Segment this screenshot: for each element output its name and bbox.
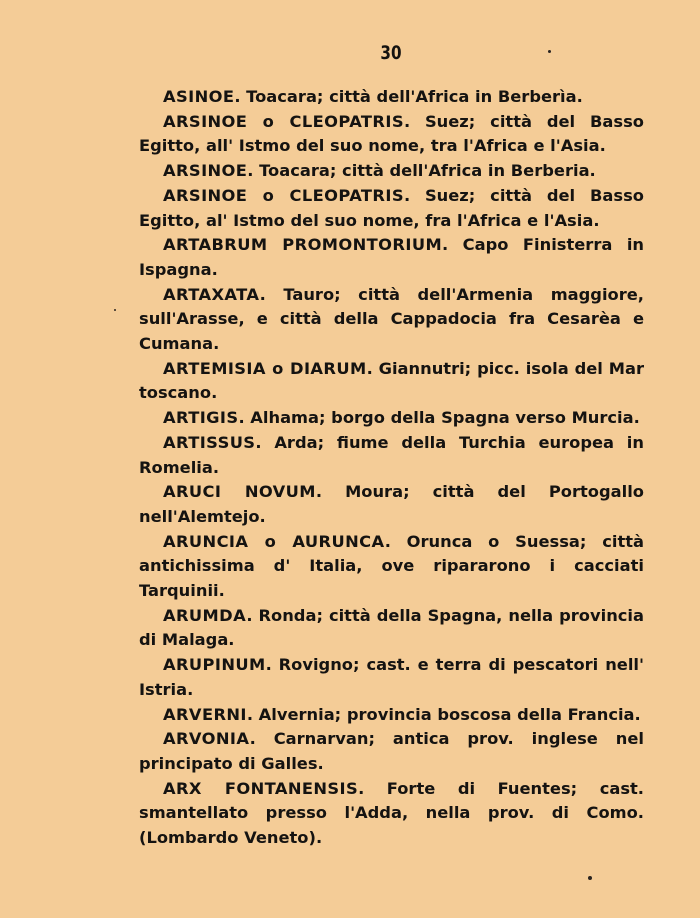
entry — [139, 777, 644, 851]
print-speck — [548, 50, 551, 53]
entry — [139, 159, 644, 184]
entry — [139, 85, 644, 110]
entry — [139, 233, 644, 282]
entry — [139, 727, 644, 776]
print-speck — [588, 876, 592, 880]
entry-headword: ARTAXATA. — [163, 284, 267, 304]
entry-headword: ARUNCIA o AURUNCA. — [163, 531, 392, 551]
entry-headword: ARUMDA. — [163, 605, 253, 625]
dictionary-entries — [139, 85, 644, 851]
page-number: 30 — [380, 42, 402, 64]
print-speck — [114, 309, 116, 311]
entry-headword: ARTABRUM PROMONTORIUM. — [163, 235, 449, 255]
entry-definition: Moura; città del Portogallo nell'Alemtejo. — [139, 482, 644, 526]
entry-definition: Giannutri; picc. isola del Mar toscano. — [139, 358, 644, 403]
entry-definition: Suez; città del Basso Egitto, all' Istmo del suo nome, tra l'Africa e l'Asia. — [139, 111, 644, 156]
entry — [139, 406, 644, 431]
entry — [139, 653, 644, 702]
entry-definition: Ronda; città della Spagna, nella provincia di Malaga. — [139, 605, 644, 650]
entry-headword: ARTISSUS. — [163, 432, 263, 452]
entry — [139, 431, 644, 480]
entry-headword: ARVONIA. — [163, 729, 257, 749]
entry-definition: Suez; città del Basso Egitto, al' Istmo del suo nome, fra l'Africa e l'Asia. — [139, 185, 644, 230]
entry — [139, 703, 644, 728]
entry-definition: Arda; fiume della Turchia europea in Romelia. — [139, 432, 644, 477]
entry-definition: Toacara; città dell'Africa in Berberìa. — [246, 87, 583, 106]
entry-definition: Rovigno; cast. e terra di pescatori nell' Istria. — [139, 655, 644, 699]
entry — [139, 110, 644, 159]
entry — [139, 357, 644, 406]
entry — [139, 184, 644, 233]
entry-definition: Carnarvan; antica prov. inglese nel principato di Galles. — [139, 729, 644, 773]
entry-headword: ARSINOE. — [163, 161, 254, 181]
entry-headword: ARTIGIS. — [163, 408, 246, 428]
entry — [139, 283, 644, 357]
entry-headword: ARTEMISIA o DIARUM. — [163, 358, 374, 378]
entry-headword: ARVERNI. — [163, 704, 254, 724]
entry-definition: Forte di Fuentes; cast. smantellato presso l'Adda, nella prov. di Como. (Lombardo Veneto). — [139, 778, 644, 848]
entry-headword: ARX FONTANENSIS. — [163, 778, 365, 798]
entry — [139, 604, 644, 653]
entry-headword: ARUCI NOVUM. — [163, 482, 323, 502]
entry-headword: ARSINOE o CLEOPATRIS. — [163, 185, 411, 205]
entry-definition: Alvernia; provincia boscosa della Francia. — [258, 704, 641, 724]
entry-definition: Tauro; città dell'Armenia maggiore, sull'Arasse, e città della Cappadocia fra Cesarèa e Cumana. — [139, 284, 644, 354]
entry-definition: Orunca o Suessa; città antichissima d' Italia, ove ripararono i cacciati Tarquinii. — [139, 531, 644, 601]
entry-definition: Toacara; città dell'Africa in Berberia. — [259, 161, 596, 181]
entry-headword: ARSINOE o CLEOPATRIS. — [163, 111, 411, 131]
entry-definition: Alhama; borgo della Spagna verso Murcia. — [250, 408, 640, 428]
entry-headword: ASINOE. — [163, 87, 241, 106]
entry-definition: Capo Finisterra in Ispagna. — [139, 235, 644, 279]
entry — [139, 530, 644, 604]
entry — [139, 480, 644, 529]
entry-headword: ARUPINUM. — [163, 655, 273, 675]
